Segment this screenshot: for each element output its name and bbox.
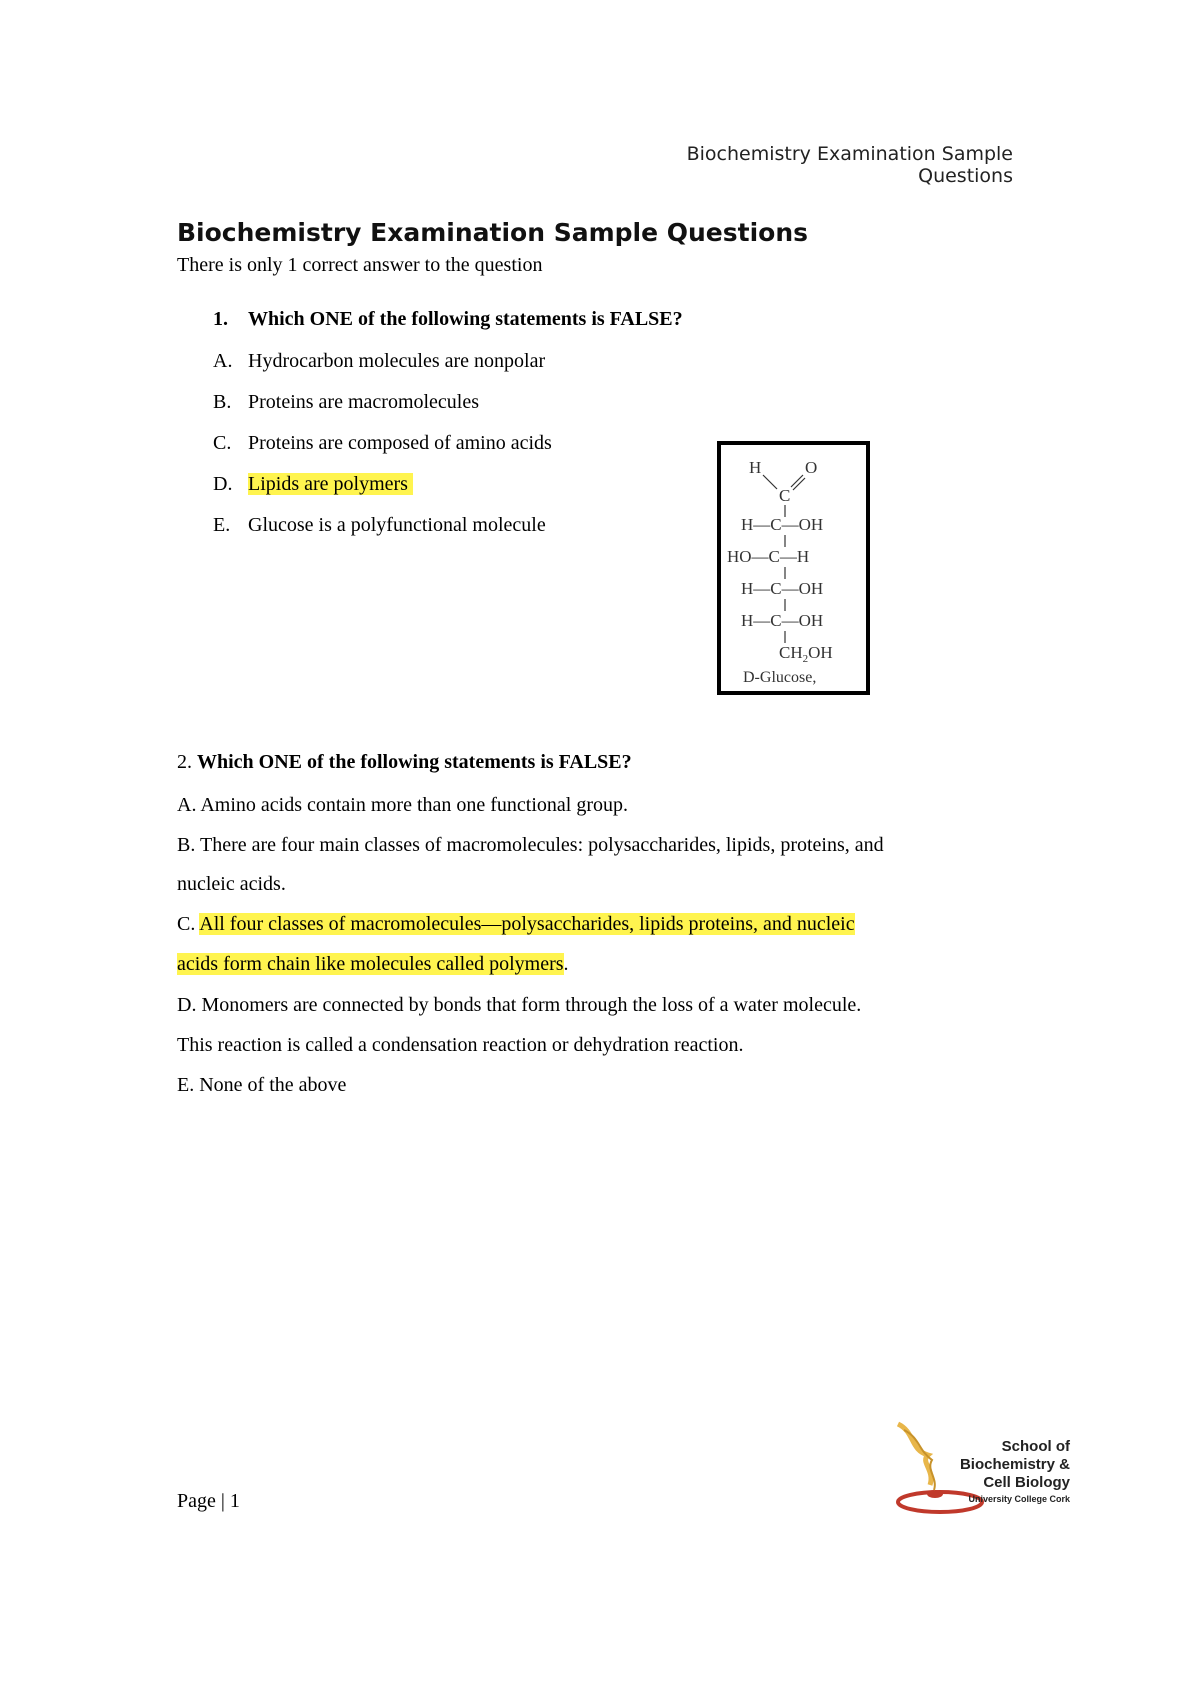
- option-text: Proteins are composed of amino acids: [248, 432, 552, 454]
- option-letter: C.: [177, 913, 196, 935]
- glucose-row-2: HO—C—H: [727, 547, 810, 566]
- question-1-number: 1.: [213, 308, 228, 330]
- logo-line-1: School of: [1001, 1438, 1070, 1455]
- highlighted-answer: Lipids are polymers: [248, 473, 408, 495]
- logo-line-4: University College Cork: [968, 1494, 1070, 1504]
- logo-line-2: Biochemistry &: [959, 1456, 1070, 1473]
- running-header: Biochemistry Examination Sample Questions: [686, 143, 1013, 187]
- question-2-option-b-line-1: B. There are four main classes of macromolecules: polysaccharides, lipids, proteins, and: [177, 834, 884, 856]
- glucose-ch2oh: $CH_2OH$: [779, 643, 833, 665]
- question-1-option-c: [213, 432, 552, 455]
- question-2-number: 2.: [177, 751, 192, 773]
- question-2-option-c-line-2: acids form chain like molecules called polymers.: [177, 953, 569, 975]
- glucose-top-h: H: [749, 458, 762, 477]
- option-letter: A.: [213, 350, 233, 372]
- glucose-structure-figure: [717, 441, 870, 695]
- option-letter: B.: [213, 391, 232, 413]
- question-2-text: Which ONE of the following statements is FALSE?: [197, 751, 632, 773]
- glucose-top-o: O: [805, 458, 818, 477]
- option-text: Hydrocarbon molecules are nonpolar: [248, 350, 546, 372]
- logo-line-3: Cell Biology: [983, 1474, 1070, 1491]
- option-letter: D.: [213, 473, 233, 495]
- question-2-option-a: A. Amino acids contain more than one functional group.: [177, 794, 629, 816]
- question-1-option-e: [213, 514, 546, 537]
- highlighted-answer: acids form chain like molecules called polymers: [177, 953, 564, 975]
- option-letter: E.: [213, 514, 231, 536]
- question-2-option-c-line-1: [177, 913, 1017, 936]
- instructions: There is only 1 correct answer to the question: [177, 254, 543, 276]
- glucose-caption: D-Glucose,: [743, 669, 817, 686]
- option-letter: C.: [213, 432, 232, 454]
- question-1: [213, 308, 683, 331]
- page-number: Page | 1: [177, 1490, 240, 1512]
- glucose-row-1: H—C—OH: [741, 515, 824, 534]
- question-1-option-b: [213, 391, 479, 414]
- glucose-structure-diagram: [721, 445, 866, 691]
- question-2-option-d-line-2: This reaction is called a condensation reaction or dehydration reaction.: [177, 1034, 744, 1056]
- question-2-option-d-line-1: D. Monomers are connected by bonds that form through the loss of a water molecule.: [177, 994, 862, 1016]
- glucose-row-4: H—C—OH: [741, 611, 824, 630]
- question-2: [177, 751, 632, 774]
- glucose-row-3: H—C—OH: [741, 579, 824, 598]
- option-text: Glucose is a polyfunctional molecule: [248, 514, 546, 536]
- question-1-option-d: [213, 473, 413, 496]
- page-title: Biochemistry Examination Sample Questions: [177, 218, 809, 247]
- option-text: Proteins are macromolecules: [248, 391, 480, 413]
- highlighted-answer: All four classes of macromolecules—polysaccharides, lipids proteins, and nucleic: [199, 913, 855, 935]
- question-2-option-b-line-2: nucleic acids.: [177, 873, 286, 895]
- question-1-text: Which ONE of the following statements is FALSE?: [248, 308, 683, 330]
- question-1-option-a: [213, 350, 545, 373]
- glucose-c1: C: [779, 486, 791, 505]
- question-2-option-e: E. None of the above: [177, 1074, 347, 1096]
